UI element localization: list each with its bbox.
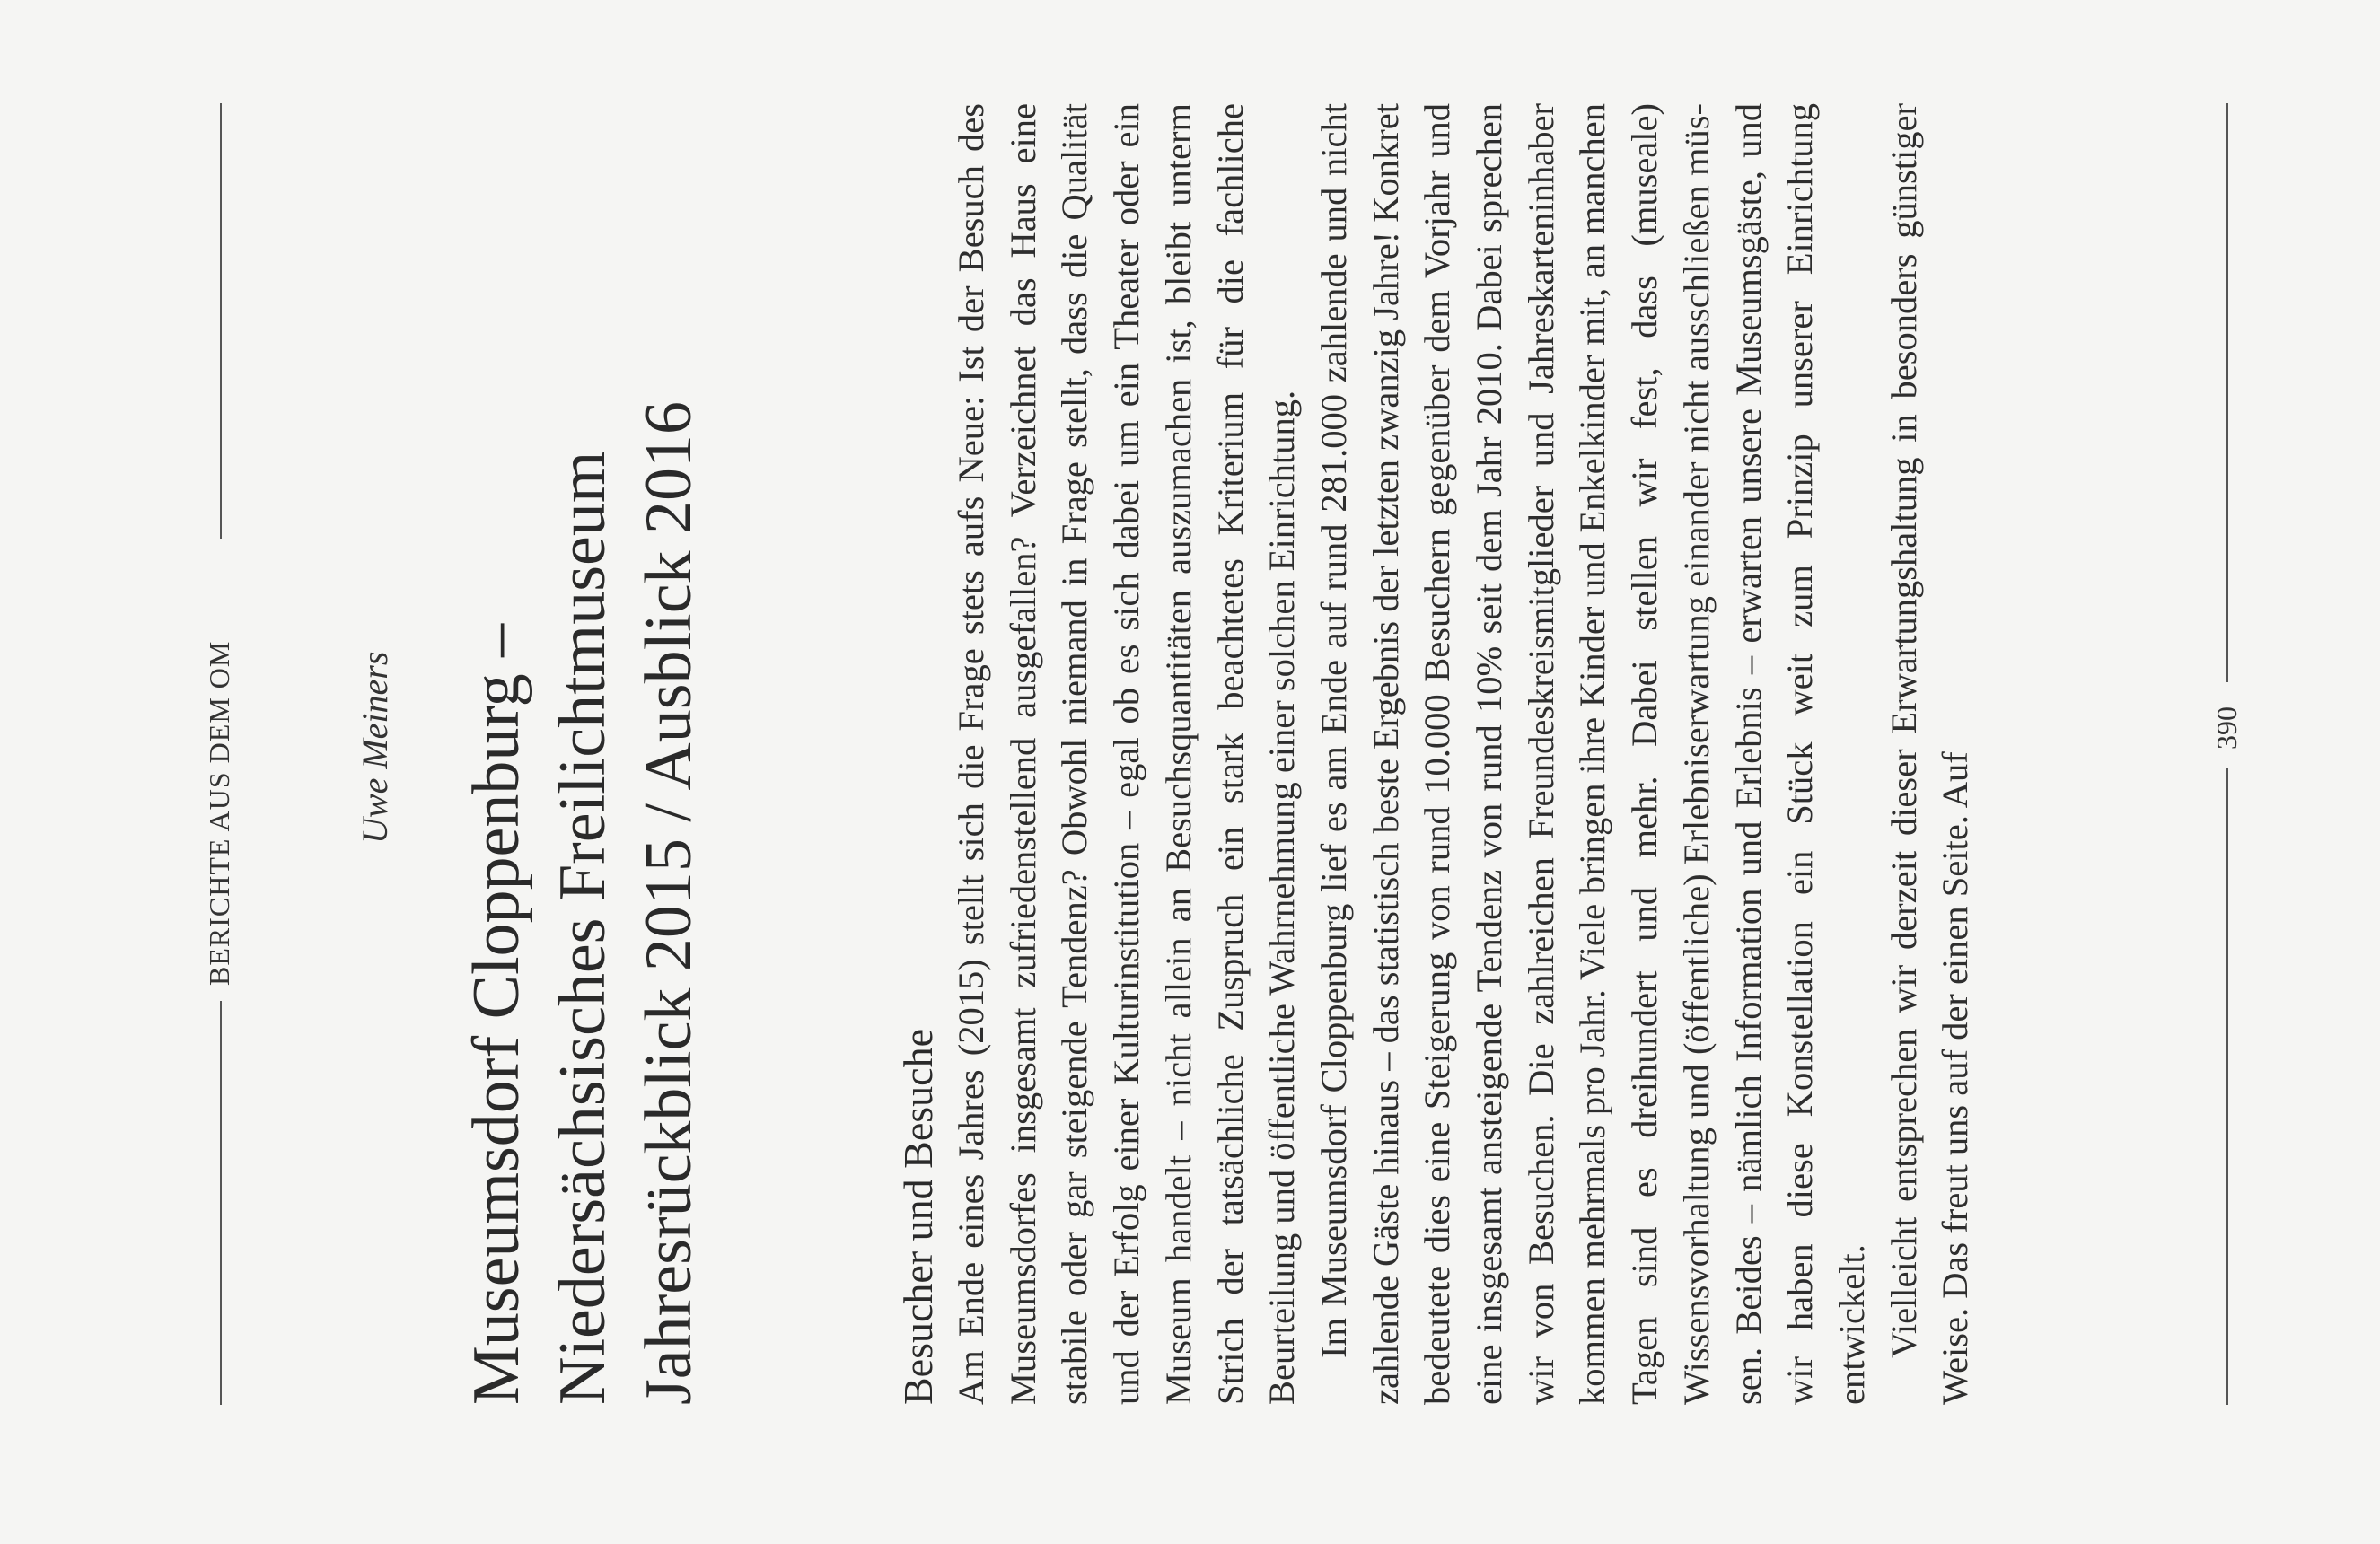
header-rule-left bbox=[220, 1001, 222, 1405]
title-line: Jahresrückblick 2015 / Ausblick 2016 bbox=[632, 400, 706, 1405]
section-heading: Besucher und Besuche bbox=[895, 1029, 941, 1405]
paragraph: Am Ende eines Jahres (2015) stellt sich die Frage stets aufs Neue: Ist der Besuch des Museumsdorfes insgesamt zufriedenstellend ausgefallen? Verzeichnet das Haus eine stabile oder gar steigende Tendenz? Obwohl niemand in Frage stellt, dass die Qualität und der Erfolg einer Kulturinstitution – egal ob es sich dabei um ein Theater oder ein Museum handelt – nicht allein an Besuchsquantitäten auszumachen ist, bleibt unterm Strich der tatsächliche Zuspruch ein stark beachtetes Kriterium für die fachliche Beurteilung und öffentliche Wahrnehmung einer solchen Einrichtung. bbox=[951, 103, 1303, 1405]
paragraph: Vielleicht entsprechen wir derzeit dieser Erwartungshaltung in besonders günstiger Weise. Das freut uns auf der einen Seite. Auf bbox=[1883, 103, 1976, 1405]
running-head: BERICHTE AUS DEM OM bbox=[203, 640, 235, 986]
title-line: Museumsdorf Cloppenburg – bbox=[460, 623, 533, 1405]
body-text bbox=[945, 103, 1981, 1405]
paragraph: Im Museumsdorf Cloppenburg lief es am Ende auf rund 281.000 zahlende und nicht zahlende Gäste hinaus – das statistisch beste Ergebnis der letzten zwanzig Jahre! Konkret bedeutete dies eine Steigerung von rund 10.000 Besuchern gegenüber dem Vorjahr und eine insgesamt ansteigende Tendenz von rund 10% seit dem Jahr 2010. Dabei sprechen wir von Besuchen. Die zahlreichen Freundeskreismitglieder und Jahreskarteninhaber kommen mehrmals pro Jahr. Viele bringen ihre Kinder und Enkelkinder mit, an manchen Tagen sind es dreihundert und mehr. Dabei stellen wir fest, dass (museale) Wissensvorhaltung und (öffentliche) Erlebniserwartung einander nicht ausschließen müssen. Beides – nämlich Information und Erlebnis – erwarten unsere Museumsgäste, und wir haben diese Konstellation ein Stück weit zum Prinzip unserer Einrichtung entwickelt. bbox=[1313, 102, 1872, 1405]
author-name: Uwe Meiners bbox=[355, 651, 395, 844]
footer-rule-right bbox=[2226, 103, 2228, 682]
page-number: 390 bbox=[2210, 706, 2243, 750]
title-line: Niedersächsisches Freilichtmuseum bbox=[546, 451, 619, 1405]
article-title bbox=[453, 103, 712, 1405]
footer-rule-left bbox=[2226, 768, 2228, 1405]
header-rule-right bbox=[220, 103, 222, 539]
